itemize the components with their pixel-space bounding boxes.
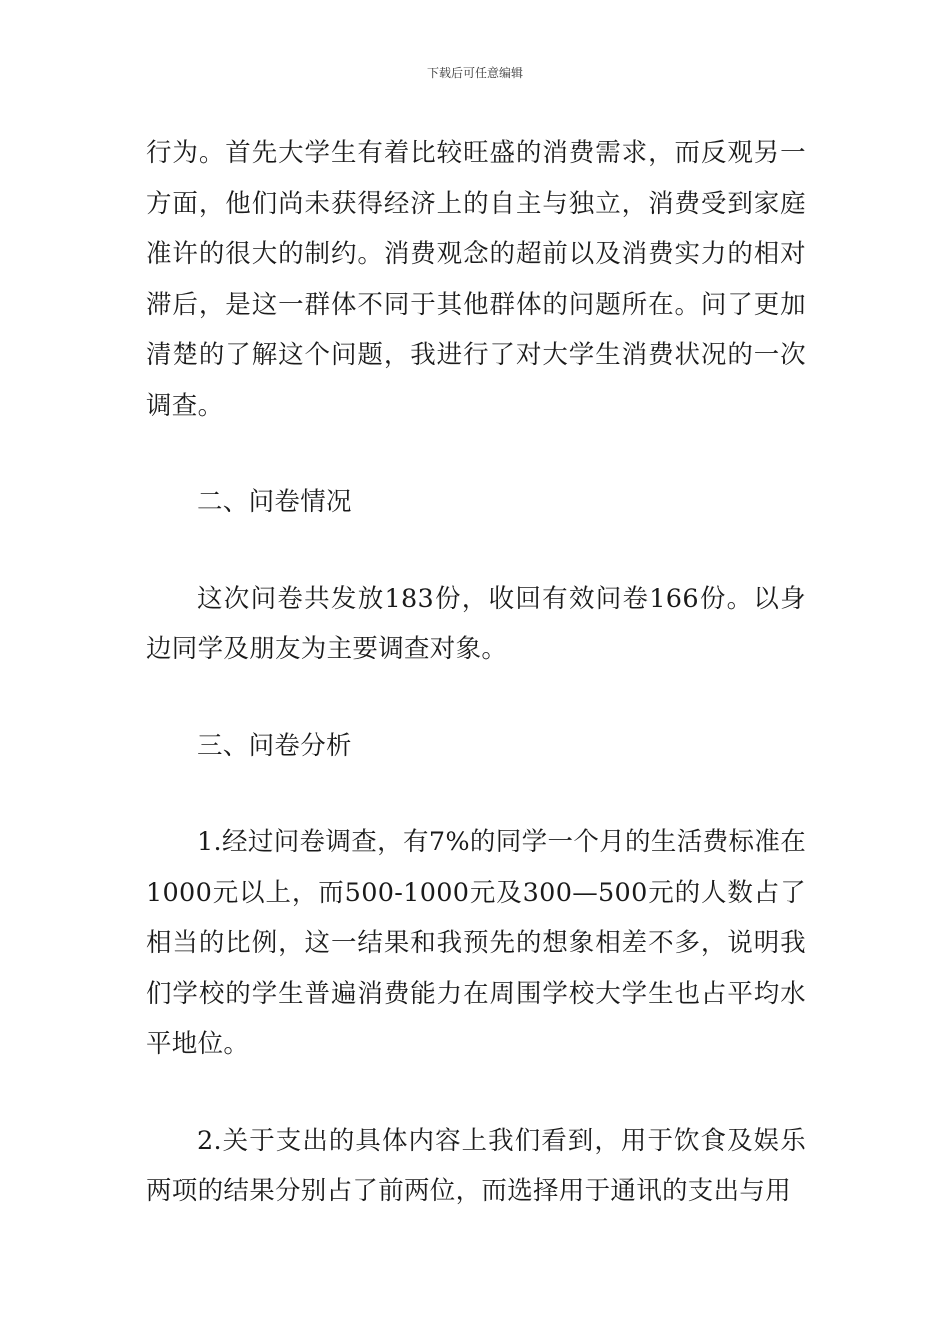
section-heading-questionnaire: 二、问卷情况 [197, 487, 352, 517]
questionnaire-paragraph: 这次问卷共发放183份，收回有效问卷166份。以身边同学及朋友为主要调查对象。 [146, 583, 806, 664]
section-heading-analysis: 三、问卷分析 [197, 730, 352, 761]
page-header: 下载后可任意编辑 [426, 66, 523, 80]
intro-paragraph: 行为。首先大学生有着比较旺盛的消费需求，而反观另一方面，他们尚未获得经济上的自主与独立，消费受到家庭准许的很大的制约。消费观念的超前以及消费实力的相对滞后，是这一群体不同于其他群体的问题所在。问了更加清楚的了解这个问题，我进行了对大学生消费状况的一次调查。 [146, 138, 806, 421]
analysis-item-2: 2.关于支出的具体内容上我们看到，用于饮食及娱乐两项的结果分别占了前两位，而选择用于通讯的支出与用 [146, 1125, 806, 1206]
analysis-item-1: 1.经过问卷调查，有7%的同学一个月的生活费标准在1000元以上，而500-1000元及300—500元的人数占了相当的比例，这一结果和我预先的想象相差不多，说明我们学校的学生普遍消费能力在周围学校大学生也占平均水平地位。 [146, 827, 806, 1059]
document-body [146, 128, 806, 1217]
